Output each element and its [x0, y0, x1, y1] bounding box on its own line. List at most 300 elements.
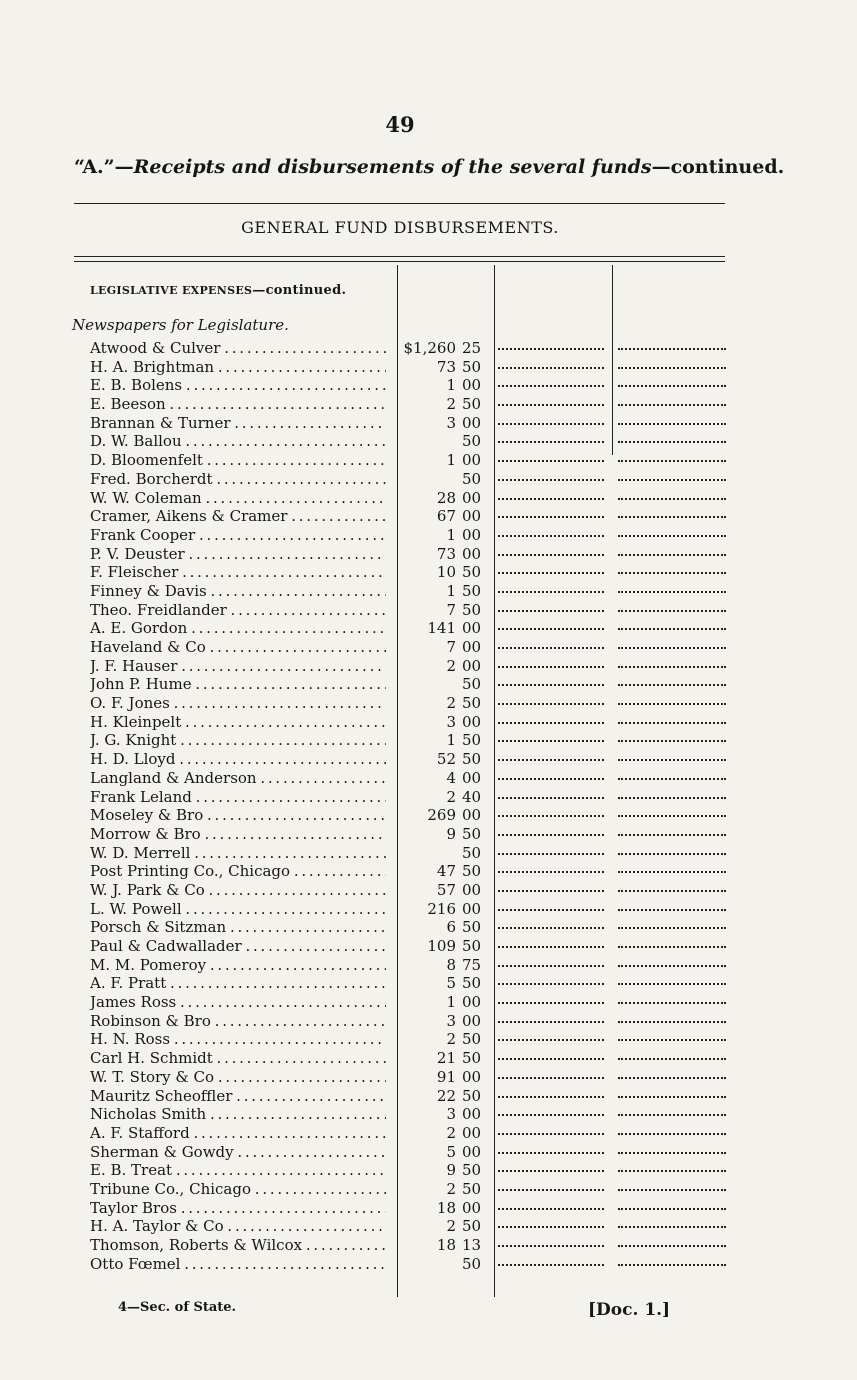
- heading-caps: LEGISLATIVE EXPENSES: [90, 284, 253, 297]
- dot-leader: [618, 909, 726, 911]
- dot-leader: [618, 423, 726, 425]
- table-row: [0, 1049, 857, 1068]
- dot-leader: [498, 815, 604, 817]
- table-top-rule-1: [74, 256, 725, 257]
- payee-name: O. F. Jones . . .: [90, 694, 386, 713]
- payee-name: E. Beeson . . .: [90, 395, 386, 414]
- amount-dollars: 7: [446, 638, 456, 656]
- amount-cents: 50: [462, 918, 482, 937]
- amount-dollars: 3: [446, 1011, 456, 1030]
- amount-dollars: 28: [436, 488, 456, 507]
- dot-leader: [618, 591, 726, 593]
- table-row: [0, 1255, 857, 1274]
- dot-leader: [498, 1133, 604, 1135]
- dot-leader: [618, 1264, 726, 1266]
- dot-leader: [498, 441, 604, 443]
- amount-cents: 50: [462, 1161, 482, 1180]
- table-row: [0, 1236, 857, 1255]
- payee-name: W. D. Merrell . . .: [90, 844, 386, 863]
- table-row: [0, 545, 857, 564]
- amount-dollars: 2: [446, 694, 456, 713]
- dot-leader: [498, 423, 604, 425]
- dot-leader: [618, 666, 726, 668]
- dot-leader: [498, 759, 604, 761]
- table-row: [0, 432, 857, 451]
- dot-leader: [618, 722, 726, 724]
- payee-name: H. Kleinpelt . . .: [90, 713, 386, 732]
- amount-cents: 50: [462, 974, 482, 993]
- dot-leader: [618, 703, 726, 705]
- amount-dollars: 269: [427, 806, 456, 825]
- dot-leader: [498, 554, 604, 556]
- table-row: [0, 1068, 857, 1087]
- table-row: [0, 713, 857, 732]
- payee-name: James Ross . . .: [90, 993, 386, 1012]
- dot-leader: [618, 853, 726, 855]
- payee-name: Finney & Davis . . .: [90, 582, 386, 601]
- amount-cents: 00: [462, 451, 482, 470]
- amount-dollars: 1: [446, 376, 456, 395]
- dot-leader: [498, 722, 604, 724]
- dot-leader: [618, 890, 726, 892]
- table-row: [0, 974, 857, 993]
- dot-leader: [498, 572, 604, 574]
- payee-name: Moseley & Bro . . .: [90, 806, 386, 825]
- dot-leader: [618, 1189, 726, 1191]
- dot-leader: [498, 927, 604, 929]
- amount-dollars: 2: [446, 656, 456, 675]
- dot-leader: [618, 554, 726, 556]
- payee-name: W. J. Park & Co . . .: [90, 881, 386, 900]
- amount-cents: 00: [462, 376, 482, 395]
- running-title-italic: Receipts and disbursements of the several funds: [133, 156, 652, 178]
- amount-cents: 00: [462, 1198, 482, 1217]
- dot-leader: [618, 1208, 726, 1210]
- payee-name: M. M. Pomeroy . . .: [90, 956, 386, 975]
- amount-dollars: 91: [436, 1067, 456, 1086]
- table-row: [0, 937, 857, 956]
- dot-leader: [498, 516, 604, 518]
- payee-name: Tribune Co., Chicago . . .: [90, 1180, 386, 1199]
- payee-name: A. F. Pratt . . .: [90, 974, 386, 993]
- dot-leader: [498, 1152, 604, 1154]
- amount-dollars: 109: [427, 937, 456, 955]
- dot-leader: [618, 965, 726, 967]
- footer-signature: 4—Sec. of State.: [118, 1300, 237, 1315]
- table-row: [0, 694, 857, 713]
- dot-leader: [618, 1077, 726, 1079]
- table-row: [0, 451, 857, 470]
- dot-leader: [498, 628, 604, 630]
- amount-dollars: 57: [436, 880, 456, 899]
- dot-leader: [618, 460, 726, 462]
- table-row: [0, 881, 857, 900]
- dot-leader: [498, 740, 604, 742]
- amount-cents: 00: [462, 1142, 482, 1161]
- dot-leader: [498, 1226, 604, 1228]
- payee-name: W. T. Story & Co . . .: [90, 1068, 386, 1087]
- amount-dollars: 9: [446, 1161, 456, 1180]
- amount-cents: 00: [462, 413, 482, 432]
- amount-cents: 00: [462, 1067, 482, 1086]
- amount-dollars: 141: [427, 619, 456, 638]
- dot-leader: [618, 927, 726, 929]
- amount-cents: 50: [462, 824, 482, 843]
- dot-leader: [498, 404, 604, 406]
- table-row: [0, 1105, 857, 1124]
- dot-leader: [618, 479, 726, 481]
- table-row: [0, 862, 857, 881]
- dot-leader: [618, 1226, 726, 1228]
- payee-name: H. A. Brightman . . .: [90, 358, 386, 377]
- section-title: GENERAL FUND DISBURSEMENTS.: [241, 218, 559, 237]
- table-row: [0, 395, 857, 414]
- dot-leader: [618, 983, 726, 985]
- amount-dollars: 1: [446, 993, 456, 1012]
- payee-name: Haveland & Co . . .: [90, 638, 386, 657]
- amount-dollars: 67: [436, 507, 456, 526]
- running-title-suffix: —continued.: [651, 156, 785, 178]
- dot-leader: [498, 946, 604, 948]
- dot-leader: [618, 1002, 726, 1004]
- table-row: [0, 956, 857, 975]
- dot-leader: [618, 1058, 726, 1060]
- payee-name: A. F. Stafford . . .: [90, 1124, 386, 1143]
- amount-dollars: 73: [436, 357, 456, 376]
- table-row: [0, 1143, 857, 1162]
- dot-leader: [618, 1133, 726, 1135]
- amount-cents: 00: [462, 619, 482, 638]
- amount-cents: 00: [462, 1011, 482, 1030]
- dot-leader: [498, 1170, 604, 1172]
- dot-leader: [618, 1152, 726, 1154]
- amount-dollars: 216: [427, 899, 456, 918]
- table-row: [0, 844, 857, 863]
- dot-leader: [618, 647, 726, 649]
- amount-cents: 00: [462, 525, 482, 544]
- payee-name: Porsch & Sitzman . . .: [90, 918, 386, 937]
- dot-leader: [498, 1208, 604, 1210]
- table-row: [0, 358, 857, 377]
- dot-leader: [498, 684, 604, 686]
- amount-cents: 00: [462, 488, 482, 507]
- amount-cents: 00: [462, 1123, 482, 1142]
- amount-cents: 50: [462, 432, 482, 451]
- amount-dollars: 6: [446, 918, 456, 937]
- table-row: [0, 769, 857, 788]
- payee-name: Taylor Bros . . .: [90, 1199, 386, 1218]
- dot-leader: [498, 1077, 604, 1079]
- amount-dollars: 2: [446, 1179, 456, 1198]
- payee-name: D. Bloomenfelt . . .: [90, 451, 386, 470]
- dot-leader: [618, 1170, 726, 1172]
- table-row: [0, 470, 857, 489]
- dot-leader: [618, 759, 726, 761]
- dot-leader: [498, 797, 604, 799]
- dot-leader: [498, 1021, 604, 1023]
- amount-cents: 50: [462, 357, 482, 376]
- table-row: [0, 1087, 857, 1106]
- table-row: [0, 414, 857, 433]
- dot-leader: [498, 610, 604, 612]
- dot-leader: [498, 703, 604, 705]
- amount-cents: 25: [462, 339, 482, 357]
- amount-dollars: 5: [446, 974, 456, 993]
- payee-name: E. B. Treat . . .: [90, 1161, 386, 1180]
- running-title: [74, 156, 785, 178]
- dot-leader: [498, 834, 604, 836]
- payee-name: Morrow & Bro . . .: [90, 825, 386, 844]
- amount-cents: 00: [462, 880, 482, 899]
- payee-name: H. D. Lloyd . . .: [90, 750, 386, 769]
- amount-dollars: 7: [446, 600, 456, 619]
- dot-leader: [498, 367, 604, 369]
- dot-leader: [618, 778, 726, 780]
- amount-cents: 50: [462, 937, 482, 955]
- amount-cents: 50: [462, 1049, 482, 1068]
- amount-cents: 00: [462, 656, 482, 675]
- amount-cents: 50: [462, 750, 482, 769]
- payee-name: Brannan & Turner . . .: [90, 414, 386, 433]
- amount-cents: 13: [462, 1236, 482, 1254]
- amount-dollars: 18: [436, 1198, 456, 1217]
- amount-cents: 50: [462, 731, 482, 750]
- payee-name: Robinson & Bro . . .: [90, 1012, 386, 1031]
- dot-leader: [618, 610, 726, 612]
- payee-name: Post Printing Co., Chicago . . .: [90, 862, 386, 881]
- amount-dollars: 3: [446, 413, 456, 432]
- amount-cents: 00: [462, 1105, 482, 1124]
- dot-leader: [498, 1096, 604, 1098]
- amount-dollars: 73: [436, 544, 456, 563]
- amount-dollars: 22: [436, 1086, 456, 1105]
- amount-cents: 50: [462, 1217, 482, 1236]
- amount-cents: 50: [462, 600, 482, 619]
- table-row: [0, 1124, 857, 1143]
- table-row: [0, 582, 857, 601]
- amount-dollars: 9: [446, 824, 456, 843]
- amount-cents: 50: [462, 563, 482, 582]
- amount-dollars: 47: [436, 862, 456, 881]
- payee-name: Carl H. Schmidt . . .: [90, 1049, 386, 1068]
- table-row: [0, 1199, 857, 1218]
- dot-leader: [498, 535, 604, 537]
- dot-leader: [498, 1264, 604, 1266]
- table-row: [0, 1012, 857, 1031]
- amount-dollars: 2: [446, 1217, 456, 1236]
- amount-cents: 00: [462, 768, 482, 787]
- payee-name: Theo. Freidlander . . .: [90, 601, 386, 620]
- amount-cents: 50: [462, 1086, 482, 1105]
- table-row: [0, 1161, 857, 1180]
- table-rows: [0, 339, 857, 1273]
- payee-name: J. F. Hauser . . .: [90, 657, 386, 676]
- dot-leader: [498, 479, 604, 481]
- dot-leader: [498, 909, 604, 911]
- dot-leader: [498, 1189, 604, 1191]
- table-row: [0, 601, 857, 620]
- dot-leader: [618, 1245, 726, 1247]
- dot-leader: [618, 815, 726, 817]
- amount-cents: 00: [462, 638, 482, 656]
- dot-leader: [618, 516, 726, 518]
- dot-leader: [498, 1039, 604, 1041]
- amount-cents: 50: [462, 862, 482, 881]
- table-row: [0, 507, 857, 526]
- amount-dollars: 2: [446, 1030, 456, 1049]
- amount-cents: 00: [462, 993, 482, 1012]
- dot-leader: [498, 348, 604, 350]
- footer-doc-ref: [Doc. 1.]: [588, 1300, 671, 1320]
- amount-cents: 50: [462, 843, 482, 862]
- table-row: [0, 1030, 857, 1049]
- payee-name: Mauritz Scheoffler . . .: [90, 1087, 386, 1106]
- table-row: [0, 563, 857, 582]
- dot-leader: [618, 535, 726, 537]
- amount-dollars: 21: [436, 1049, 456, 1068]
- payee-name: A. E. Gordon . . .: [90, 619, 386, 638]
- amount-cents: 40: [462, 787, 482, 806]
- dot-leader: [498, 871, 604, 873]
- table-row: [0, 675, 857, 694]
- payee-name: P. V. Deuster . . .: [90, 545, 386, 564]
- amount-cents: 50: [462, 694, 482, 713]
- payee-name: L. W. Powell . . .: [90, 900, 386, 919]
- table-row: [0, 993, 857, 1012]
- payee-name: J. G. Knight . . .: [90, 731, 386, 750]
- dot-leader: [498, 385, 604, 387]
- payee-name: Fred. Borcherdt . . .: [90, 470, 386, 489]
- dot-leader: [618, 740, 726, 742]
- subheading: Newspapers for Legislature.: [72, 316, 289, 334]
- payee-name: H. A. Taylor & Co . . .: [90, 1217, 386, 1236]
- amount-dollars: 3: [446, 1105, 456, 1124]
- table-row: [0, 619, 857, 638]
- amount-cents: 50: [462, 1179, 482, 1198]
- amount-cents: 00: [462, 544, 482, 563]
- amount-dollars: 10: [436, 563, 456, 582]
- amount-cents: 50: [462, 1254, 482, 1273]
- dot-leader: [498, 853, 604, 855]
- dot-leader: [618, 1039, 726, 1041]
- payee-name: F. Fleischer . . .: [90, 563, 386, 582]
- payee-name: Otto Fœmel . . .: [90, 1255, 386, 1274]
- dot-leader: [618, 348, 726, 350]
- payee-name: H. N. Ross . . .: [90, 1030, 386, 1049]
- table-row: [0, 657, 857, 676]
- dot-leader: [618, 385, 726, 387]
- payee-name: E. B. Bolens . . .: [90, 376, 386, 395]
- dot-leader: [618, 441, 726, 443]
- table-row: [0, 731, 857, 750]
- table-row: [0, 1180, 857, 1199]
- dot-leader: [618, 871, 726, 873]
- amount-dollars: 52: [436, 750, 456, 769]
- amount-cents: 75: [462, 955, 482, 974]
- amount-cents: 50: [462, 469, 482, 488]
- amount-cents: 50: [462, 1030, 482, 1049]
- payee-name: Langland & Anderson . . .: [90, 769, 386, 788]
- dot-leader: [498, 1245, 604, 1247]
- dot-leader: [498, 498, 604, 500]
- dot-leader: [618, 498, 726, 500]
- payee-name: Nicholas Smith . . .: [90, 1105, 386, 1124]
- payee-name: D. W. Ballou . . .: [90, 432, 386, 451]
- table-top-rule-2: [74, 261, 725, 262]
- payee-name: Atwood & Culver . . .: [90, 339, 386, 358]
- payee-name: Paul & Cadwallader . . .: [90, 937, 386, 956]
- dot-leader: [618, 1114, 726, 1116]
- page-number: 49: [385, 112, 415, 137]
- amount-dollars: 1: [446, 731, 456, 750]
- dot-leader: [618, 367, 726, 369]
- dot-leader: [498, 1114, 604, 1116]
- amount-dollars: 1: [446, 525, 456, 544]
- table-row: [0, 788, 857, 807]
- dot-leader: [618, 1021, 726, 1023]
- dot-leader: [498, 591, 604, 593]
- payee-name: John P. Hume . . .: [90, 675, 386, 694]
- payee-name: Frank Leland . . .: [90, 788, 386, 807]
- dot-leader: [498, 1058, 604, 1060]
- payee-name: Sherman & Gowdy . . .: [90, 1143, 386, 1162]
- dot-leader: [618, 572, 726, 574]
- amount-dollars: $1,260: [403, 339, 456, 357]
- dot-leader: [618, 684, 726, 686]
- table-row: [0, 339, 857, 358]
- amount-dollars: 18: [436, 1236, 456, 1254]
- payee-name: Cramer, Aikens & Cramer . . .: [90, 507, 386, 526]
- table-row: [0, 489, 857, 508]
- table-heading: [90, 283, 346, 298]
- amount-dollars: 8: [446, 955, 456, 974]
- dot-leader: [498, 647, 604, 649]
- dot-leader: [498, 666, 604, 668]
- table-row: [0, 825, 857, 844]
- amount-cents: 00: [462, 899, 482, 918]
- amount-dollars: 2: [446, 1123, 456, 1142]
- dot-leader: [498, 1002, 604, 1004]
- table-row: [0, 376, 857, 395]
- dot-leader: [498, 965, 604, 967]
- payee-name: Frank Cooper . . .: [90, 526, 386, 545]
- amount-dollars: 1: [446, 451, 456, 470]
- table-row: [0, 1217, 857, 1236]
- payee-name: Thomson, Roberts & Wilcox . . .: [90, 1236, 386, 1255]
- heading-rest: —continued.: [252, 283, 347, 298]
- amount-cents: 50: [462, 581, 482, 600]
- dot-leader: [498, 983, 604, 985]
- amount-dollars: 1: [446, 581, 456, 600]
- table-row: [0, 918, 857, 937]
- amount-dollars: 2: [446, 787, 456, 806]
- amount-cents: 00: [462, 806, 482, 825]
- running-title-prefix: “A.”—: [74, 156, 134, 178]
- amount-cents: 00: [462, 712, 482, 731]
- table-row: [0, 900, 857, 919]
- dot-leader: [498, 890, 604, 892]
- dot-leader: [498, 778, 604, 780]
- amount-dollars: 2: [446, 395, 456, 414]
- amount-dollars: 3: [446, 712, 456, 731]
- dot-leader: [498, 460, 604, 462]
- dot-leader: [618, 628, 726, 630]
- dot-leader: [618, 404, 726, 406]
- dot-leader: [618, 946, 726, 948]
- amount-cents: 00: [462, 507, 482, 526]
- amount-dollars: 5: [446, 1142, 456, 1161]
- amount-cents: 50: [462, 395, 482, 414]
